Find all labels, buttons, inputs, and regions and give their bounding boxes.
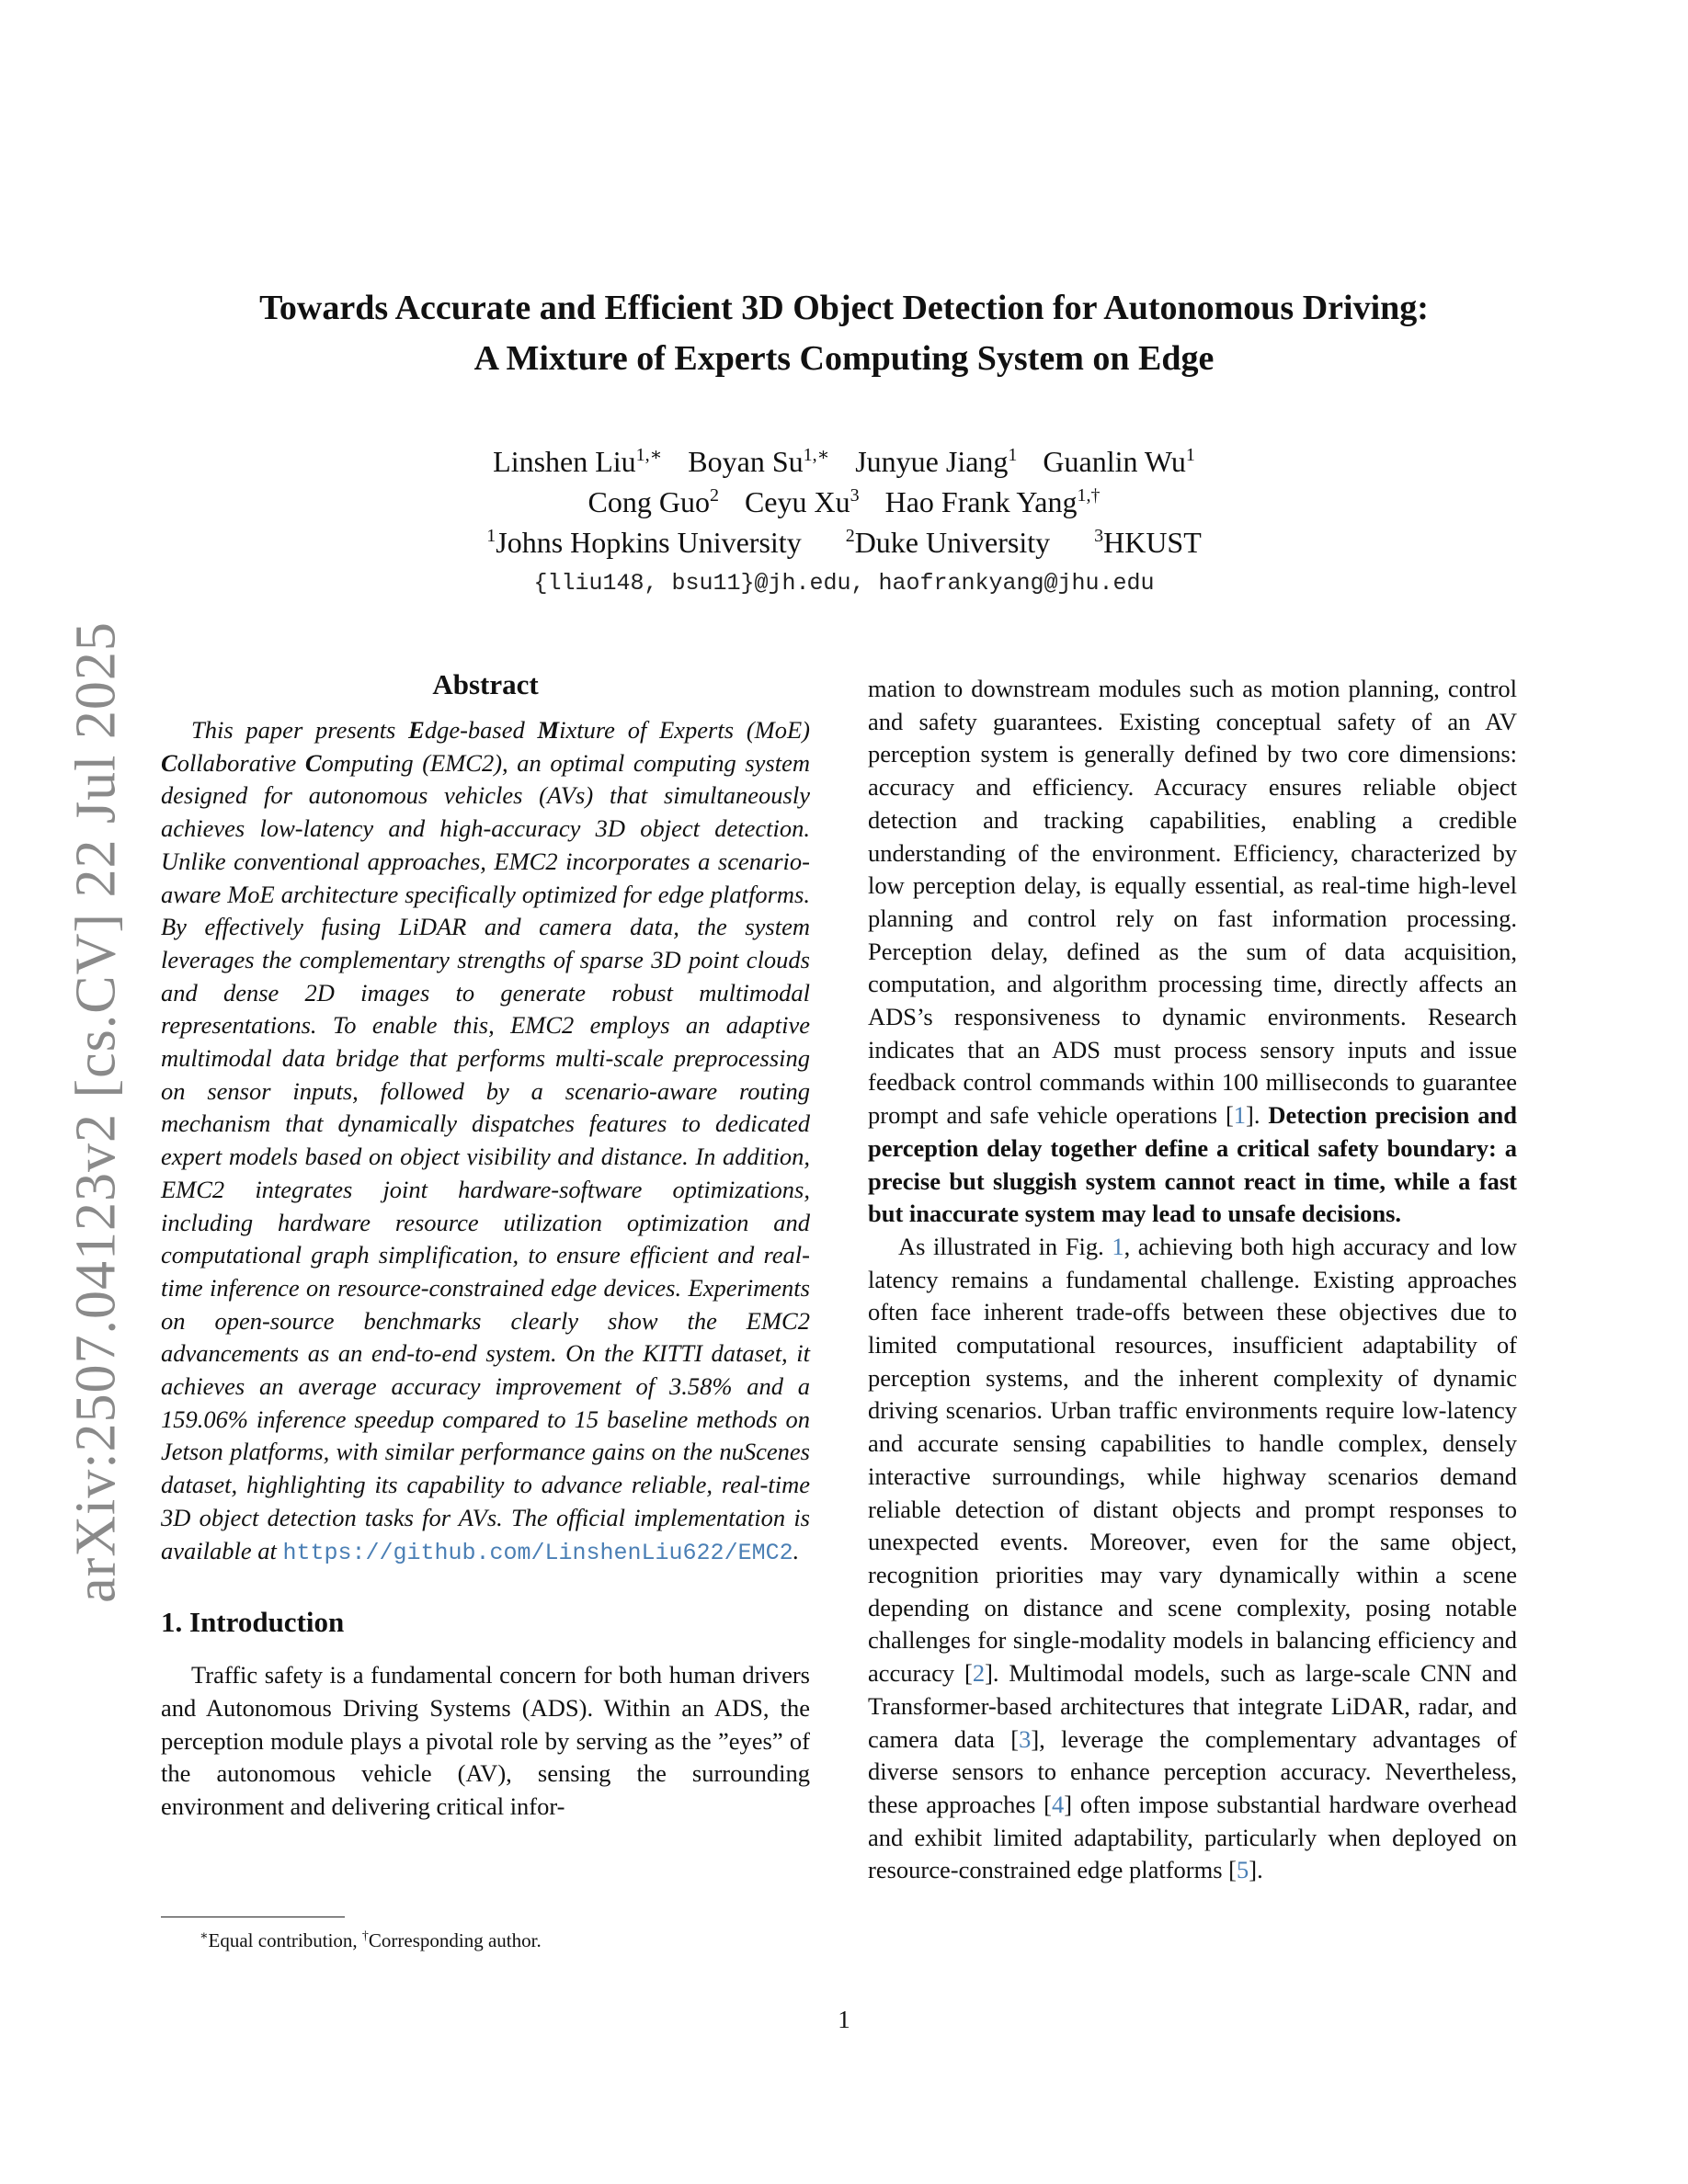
authors-line-1 <box>0 441 1688 482</box>
figure-link[interactable]: 1 <box>1112 1232 1124 1260</box>
abstract-text: This paper presents Edge-based Mixture of Experts (MoE) Collaborative Computing (EMC2), an optimal computing system designed for autonomous vehicles (AVs) that simultaneously achieves low-latency and high-accuracy 3D object detection. Unlike conventional approaches, EMC2 incorporates a scenario-aware MoE architecture specifically optimized for edge platforms. By effectively fusing LiDAR and camera data, the system leverages the complementary strengths of sparse 3D point clouds and dense 2D images to generate robust multimodal representations. To enable this, EMC2 employs an adaptive multimodal data bridge that performs multi-scale preprocessing on sensor inputs, followed by a scenario-aware routing mechanism that dynamically dispatches features to dedicated expert models based on object visibility and distance. In addition, EMC2 integrates joint hardware-software optimizations, including hardware resource utilization optimization and computational graph simplification, to ensure efficient and real-time inference on resource-constrained edge devices. Experiments on open-source benchmarks clearly show the EMC2 advancements as an end-to-end system. On the KITTI dataset, it achieves an average accuracy improvement of 3.58% and a 159.06% inference speedup compared to 15 baseline methods on Jetson platforms, with similar performance gains on the nuScenes dataset, highlighting its capability to advance reliable, real-time 3D object detection tasks for AVs. The official implementation is available at https://github.com/LinshenLiu622/EMC2. <box>161 716 810 1566</box>
authors-line-2 <box>0 482 1688 522</box>
affiliations <box>0 522 1688 563</box>
citation-link[interactable]: 2 <box>972 1659 986 1688</box>
abstract-heading: Abstract <box>432 668 539 700</box>
affiliation: $^2$Duke University <box>845 526 1051 559</box>
github-link[interactable]: https://github.com/LinshenLiu622/EMC2 <box>282 1539 793 1566</box>
author: Ceyu Xu$^3$ <box>744 485 860 518</box>
intro-paragraph: Traffic safety is a fundamental concern for both human drivers and Autonomous Driving Systems (ADS). Within an ADS, the perception module plays a pivotal role by serving as the ”eyes” of the autonomous vehicle (AV), sensing the surrounding environment and delivering critical infor- <box>161 1661 810 1821</box>
intro-paragraph: As illustrated in Fig. 1, achieving both high accuracy and low latency remains a fundamental challenge. Existing approaches often face inherent trade-offs between these objectives due to limited computational resources, insufficient adaptability of perception systems, and the inherent complexity of dynamic driving scenarios. Urban traffic environments require low-latency and accurate sensing capabilities to handle complex, densely interactive surroundings, while highway scenarios demand reliable detection of distant objects and prompt responses to unexpected events. Moreover, even for the same object, recognition priorities may vary dynamically within a scene depending on distance and scene complexity, posing notable challenges for single-modality models in balancing efficiency and accuracy [2]. Multimodal models, such as large-scale CNN and Transformer-based architectures that integrate LiDAR, radar, and camera data [3], leverage the complementary advantages of diverse sensors to enhance perception accuracy. Nevertheless, these approaches [4] often impose substantial hardware overhead and exhibit limited adaptability, particularly when deployed on resource-constrained edge platforms [5]. <box>868 1232 1518 1884</box>
section-heading-introduction: 1. Introduction <box>161 1606 345 1639</box>
author: Hao Frank Yang$^{1,\dagger}$ <box>884 485 1101 518</box>
author: Boyan $Su^{1,∗}$ <box>688 445 830 478</box>
abstract-section <box>161 666 810 1569</box>
title-line-2: A Mixture of Experts Computing System on Edge <box>473 339 1215 378</box>
citation-link[interactable]: 1 <box>1233 1101 1247 1130</box>
arxiv-identifier: arXiv:2507.04123v2 [cs.CV] 22 Jul 2025 <box>64 621 128 1603</box>
bold-safety-statement: Detection precision and perception delay together define a critical safety boundary: a precise but sluggish system cannot react in time, while a fast but inaccurate system may lead to unsafe decisions. <box>868 1101 1517 1228</box>
author-block <box>0 441 1688 605</box>
paper-title <box>0 283 1688 384</box>
author: Linshen Liu$^{1,∗}$ <box>493 445 663 478</box>
author: Junyue Jiang$^1$ <box>855 445 1018 478</box>
affiliation: $^1$Johns Hopkins University <box>486 526 802 559</box>
intro-paragraph-continued: mation to downstream modules such as motion planning, control and safety guarantees. Existing conceptual safety of an AV perception system is generally defined by two core dimensions: accuracy and efficiency. Accuracy ensures reliable object detection and tracking capabilities, enabling a credible understanding of the environment. Efficiency, characterized by low perception delay, is equally essential, as real-time high-level planning and control rely on fast information processing. Perception delay, defined as the sum of data acquisition, computation, and algorithm processing time, directly affects an ADS’s responsiveness to dynamic environments. Research indicates that an ADS must process sensory inputs and issue feedback control commands within 100 milliseconds to guarantee prompt and safe vehicle operations [1]. Detection precision and perception delay together define a critical safety boundary: a precise but sluggish system cannot react in time, while a fast but inaccurate system may lead to unsafe decisions. <box>868 675 1517 1228</box>
author: Guanlin Wu$^1$ <box>1043 445 1195 478</box>
page-number: 1 <box>838 2006 850 2033</box>
author-emails: {lliu148, bsu11}@jh.edu, haofrankyang@jhu.edu <box>533 570 1155 597</box>
author: Cong Guo$^2$ <box>587 485 719 518</box>
title-line-1: Towards Accurate and Efficient 3D Object Detection for Autonomous Driving: <box>259 289 1429 327</box>
left-column <box>161 666 810 1824</box>
citation-link[interactable]: 3 <box>1019 1724 1032 1753</box>
citation-link[interactable]: 5 <box>1237 1856 1249 1884</box>
affiliation: $^3$HKUST <box>1094 526 1202 559</box>
citation-link[interactable]: 4 <box>1052 1790 1065 1818</box>
right-column <box>868 673 1517 1887</box>
footnote: ∗Equal contribution, †Corresponding author. <box>200 1929 542 1951</box>
